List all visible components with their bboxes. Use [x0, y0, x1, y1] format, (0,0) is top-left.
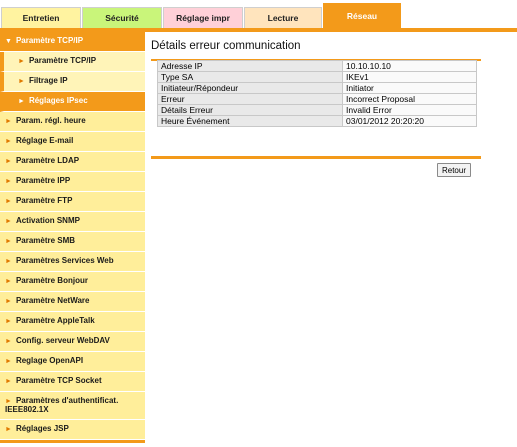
- sidebar-item[interactable]: [0, 172, 145, 192]
- sidebar-item-label: Paramètre LDAP: [15, 156, 80, 165]
- triangle-right-icon: ►: [5, 118, 12, 125]
- field-value: IKEv1: [343, 72, 477, 83]
- tab-entretien[interactable]: Entretien: [1, 7, 81, 28]
- triangle-right-icon: ►: [5, 218, 12, 225]
- sidebar-item[interactable]: [0, 372, 145, 392]
- sidebar-item[interactable]: [0, 312, 145, 332]
- sidebar-item-label: Param. régl. heure: [15, 116, 86, 125]
- triangle-right-icon: ►: [5, 398, 12, 405]
- sidebar-item-label: Paramètres Services Web: [15, 256, 114, 265]
- table-row: [158, 94, 477, 105]
- back-button[interactable]: Retour: [437, 163, 471, 177]
- sidebar-item-label: Paramètre IPP: [15, 176, 71, 185]
- table-row: [158, 105, 477, 116]
- tab-securite[interactable]: Sécurité: [82, 7, 162, 28]
- sidebar-item-label: Réglages JSP: [15, 424, 69, 433]
- sidebar-item-label: Réglage E-mail: [15, 136, 74, 145]
- table-row: [158, 72, 477, 83]
- triangle-right-icon: ►: [5, 258, 12, 265]
- sidebar-item[interactable]: [0, 52, 145, 72]
- table-row: [158, 83, 477, 94]
- sidebar-item-label: Config. serveur WebDAV: [15, 336, 110, 345]
- sidebar-item[interactable]: [0, 192, 145, 212]
- sidebar-bottom-rule: [0, 440, 145, 443]
- triangle-right-icon: ►: [5, 338, 12, 345]
- sidebar-item-label: Paramètres d'authentificat. IEEE802.1X: [5, 396, 119, 414]
- sidebar-item[interactable]: [0, 292, 145, 312]
- sidebar-item-label: Filtrage IP: [28, 76, 68, 85]
- sidebar-item-label: Activation SNMP: [15, 216, 80, 225]
- triangle-right-icon: ►: [5, 138, 12, 145]
- field-label: Type SA: [158, 72, 343, 83]
- field-value: 03/01/2012 20:20:20: [343, 116, 477, 127]
- sidebar-item-label: Reglage OpenAPI: [15, 356, 84, 365]
- triangle-right-icon: ►: [5, 358, 12, 365]
- sidebar-item[interactable]: [0, 252, 145, 272]
- triangle-right-icon: ►: [5, 238, 12, 245]
- tab-reglage-impr[interactable]: Réglage impr: [163, 7, 243, 28]
- triangle-right-icon: ►: [5, 318, 12, 325]
- sidebar-item-label: Réglages IPsec: [28, 96, 88, 105]
- triangle-right-icon: ►: [5, 198, 12, 205]
- sidebar-item[interactable]: [0, 272, 145, 292]
- sidebar-item[interactable]: [0, 212, 145, 232]
- field-value: Initiator: [343, 83, 477, 94]
- triangle-right-icon: ►: [5, 278, 12, 285]
- sidebar-item-label: Paramètre TCP Socket: [15, 376, 102, 385]
- field-label: Adresse IP: [158, 61, 343, 72]
- sidebar-item-label: Paramètre NetWare: [15, 296, 90, 305]
- details-table: [157, 60, 477, 127]
- sidebar-item-label: Paramètre TCP/IP: [15, 36, 84, 45]
- main-content: [151, 32, 481, 175]
- sidebar-item[interactable]: [0, 92, 145, 112]
- table-row: [158, 61, 477, 72]
- field-label: Initiateur/Répondeur: [158, 83, 343, 94]
- sidebar-item-label: Paramètre SMB: [15, 236, 76, 245]
- footer-divider: [151, 156, 481, 159]
- sidebar-item[interactable]: [0, 352, 145, 372]
- tab-reseau[interactable]: Réseau: [323, 3, 401, 28]
- field-value: Invalid Error: [343, 105, 477, 116]
- sidebar-item[interactable]: [0, 112, 145, 132]
- sidebar-item[interactable]: [0, 232, 145, 252]
- sidebar-item[interactable]: [0, 152, 145, 172]
- field-label: Erreur: [158, 94, 343, 105]
- triangle-right-icon: ►: [18, 98, 25, 105]
- sidebar-item-label: Paramètre TCP/IP: [28, 56, 97, 65]
- sidebar: [0, 32, 145, 443]
- field-value: 10.10.10.10: [343, 61, 477, 72]
- field-label: Détails Erreur: [158, 105, 343, 116]
- triangle-right-icon: ►: [5, 298, 12, 305]
- sidebar-item[interactable]: [0, 392, 145, 420]
- sidebar-item[interactable]: [0, 132, 145, 152]
- field-value: Incorrect Proposal: [343, 94, 477, 105]
- sidebar-item[interactable]: [0, 32, 145, 52]
- triangle-right-icon: ►: [5, 426, 12, 433]
- tab-lecture[interactable]: Lecture: [244, 7, 322, 28]
- sidebar-item[interactable]: [0, 420, 145, 440]
- sidebar-item-label: Paramètre AppleTalk: [15, 316, 95, 325]
- field-label: Heure Événement: [158, 116, 343, 127]
- top-tab-bar: [0, 3, 517, 28]
- triangle-right-icon: ►: [18, 78, 25, 85]
- triangle-right-icon: ►: [18, 58, 25, 65]
- triangle-right-icon: ►: [5, 378, 12, 385]
- triangle-down-icon: ▼: [5, 38, 12, 45]
- table-row: [158, 116, 477, 127]
- sidebar-item[interactable]: [0, 332, 145, 352]
- sidebar-item[interactable]: [0, 72, 145, 92]
- page-title: Détails erreur communication: [151, 40, 301, 52]
- sidebar-item-label: Paramètre Bonjour: [15, 276, 88, 285]
- sidebar-item-label: Paramètre FTP: [15, 196, 73, 205]
- triangle-right-icon: ►: [5, 178, 12, 185]
- triangle-right-icon: ►: [5, 158, 12, 165]
